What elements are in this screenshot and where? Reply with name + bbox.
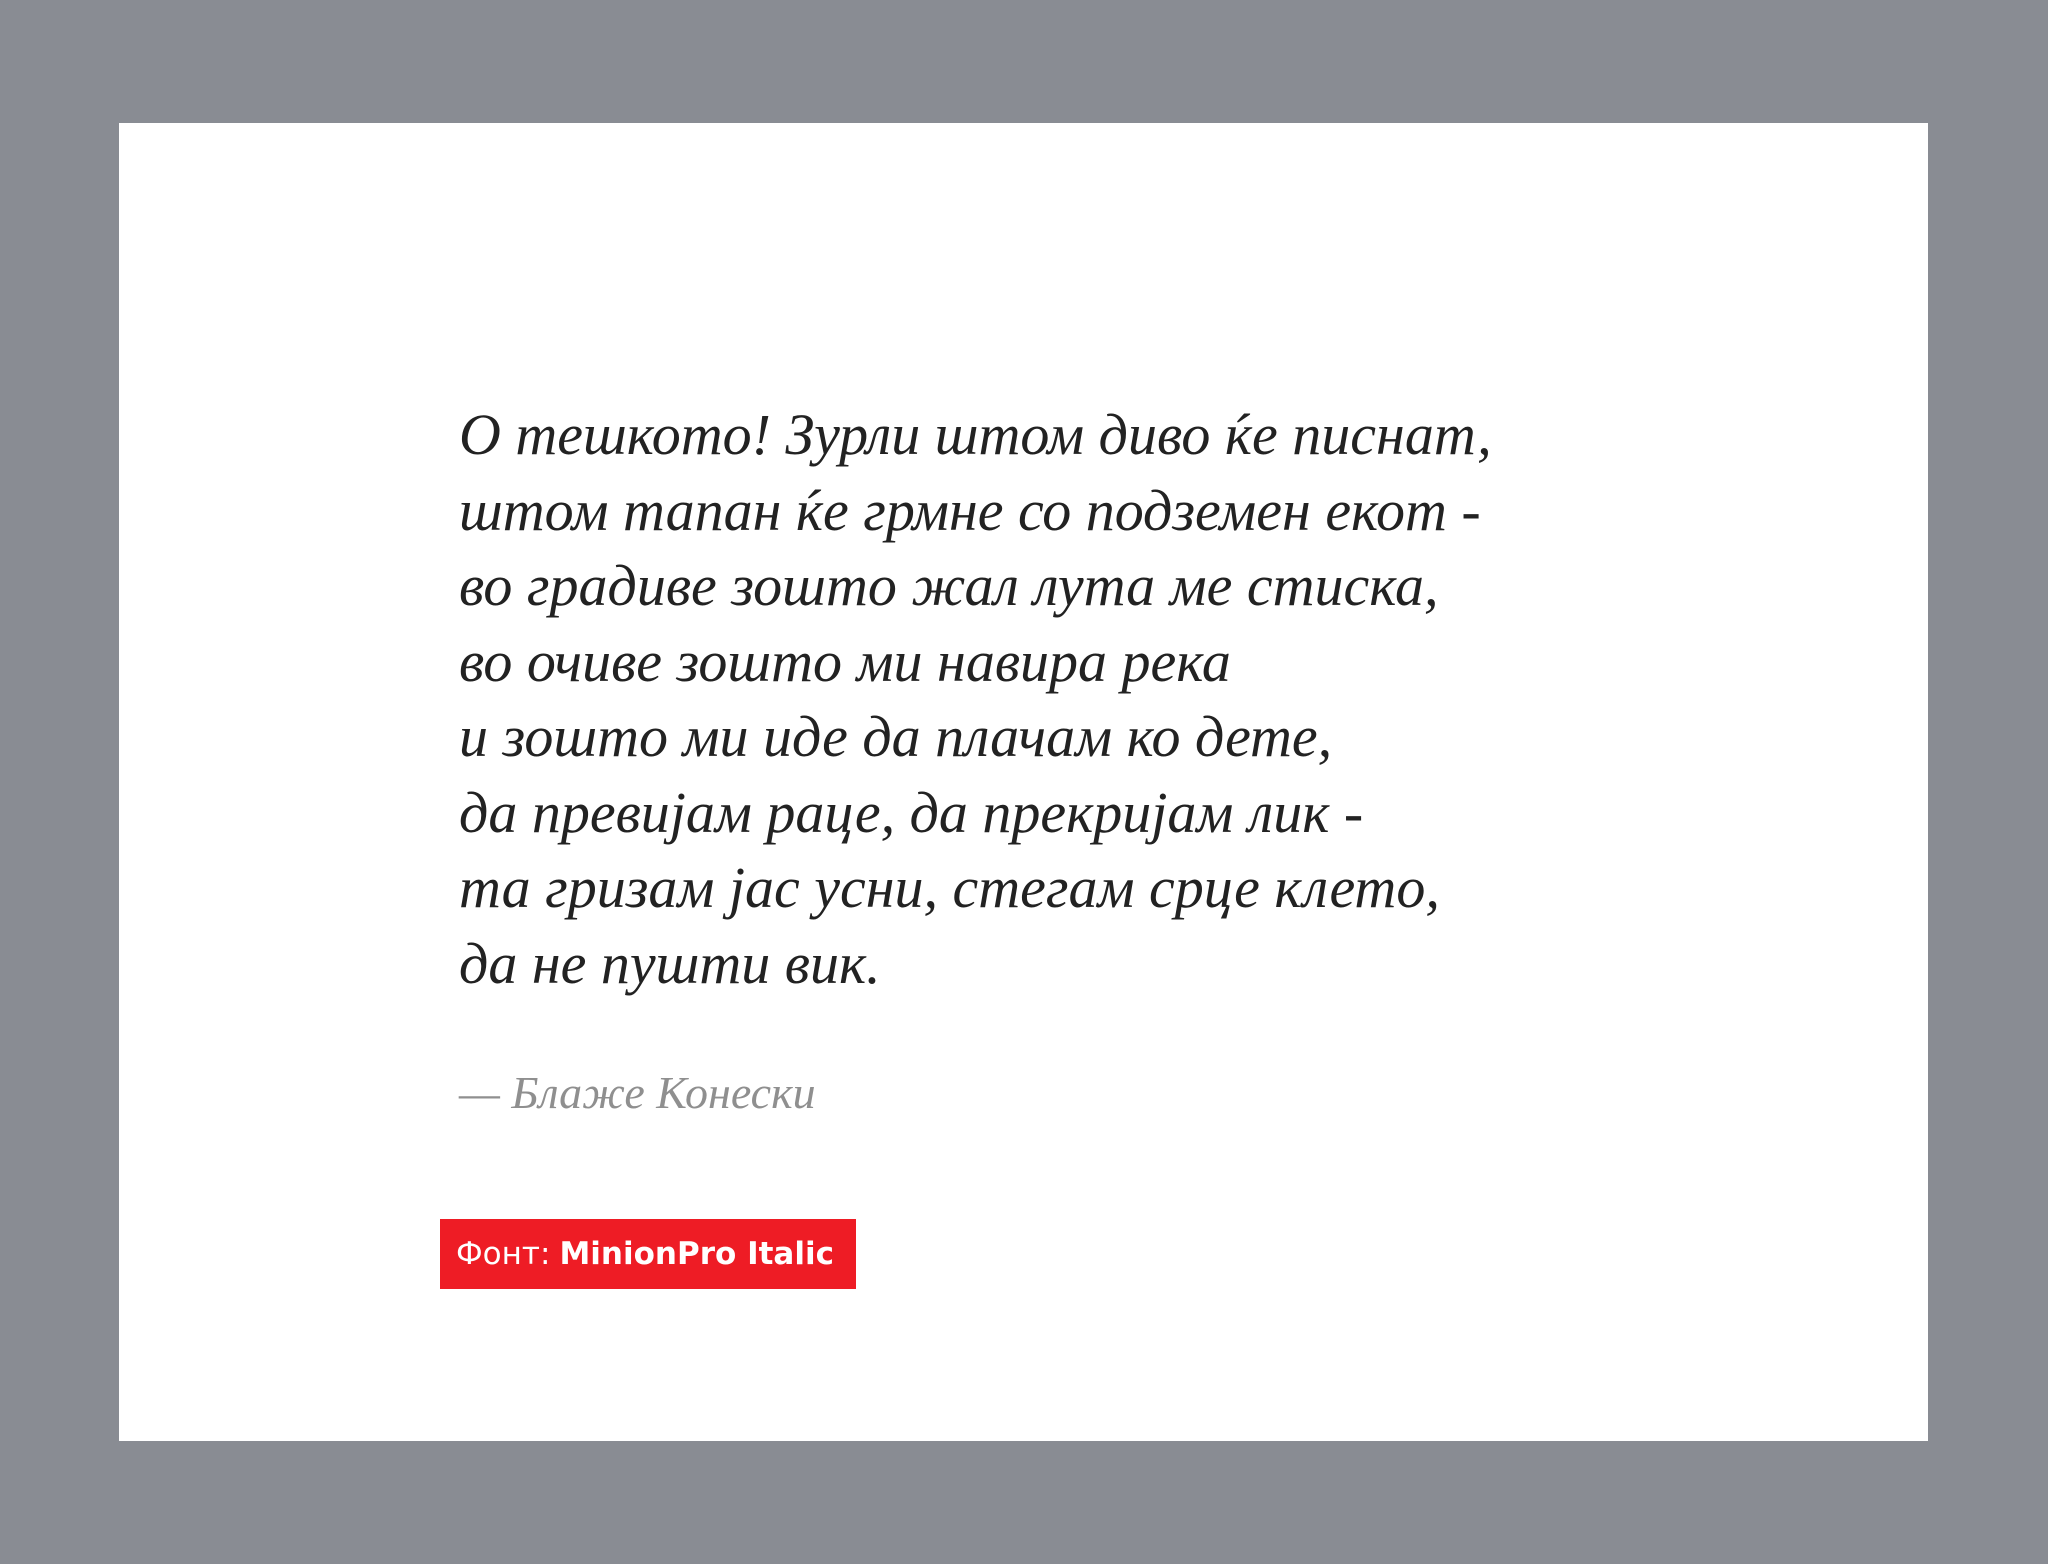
font-badge [440, 1219, 856, 1289]
poem-line: во градиве зошто жал лута ме стиска, [459, 553, 1439, 618]
poem-line: и зошто ми иде да плачам ко дете, [459, 704, 1333, 769]
poem-line: да не пушти вик. [459, 930, 881, 996]
poem-line: та гризам јас усни, стегам срце клето, [459, 855, 1440, 920]
poem-line: О тешкото! Зурли штом диво ќе писнат, [459, 402, 1492, 467]
poem-line: штом тапан ќе грмне со подземен екот - [459, 477, 1481, 543]
poem-attribution: — Блаже Конески [459, 1067, 816, 1118]
poem-line: во очиве зошто ми навира река [459, 628, 1231, 694]
font-badge-label: Фонт: [456, 1236, 551, 1272]
poem-text [459, 397, 1492, 1001]
quote-card [119, 123, 1928, 1441]
font-badge-value: MinionPro Italic [559, 1236, 834, 1272]
poem-line: да превијам раце, да прекријам лик - [459, 779, 1364, 845]
